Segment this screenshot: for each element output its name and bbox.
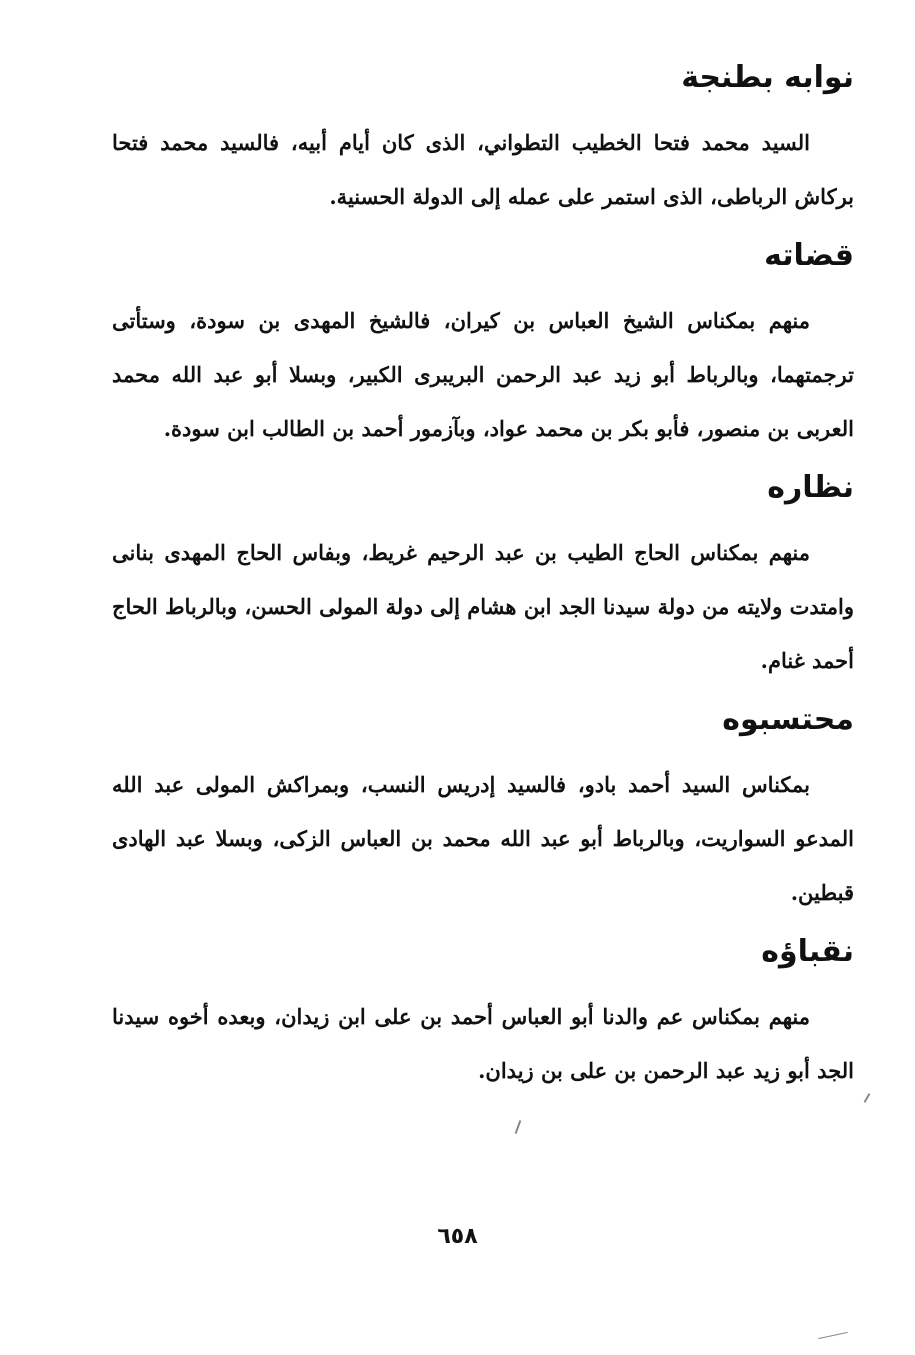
page-content (112, 52, 854, 1104)
section-heading: قضاته (764, 238, 854, 273)
scan-speck (515, 1120, 522, 1134)
page-number: ٦٥٨ (437, 1224, 478, 1249)
section-overseers (112, 462, 854, 688)
section-paragraph: منهم بمكناس عم والدنا أبو العباس أحمد بن على ابن زيدان، وبعده أخوه سيدنا الجد أبو زيد عبد الرحمن بن على بن زيدان. (112, 1004, 854, 1083)
scan-speck (818, 1332, 848, 1339)
section-deputies-tangier (112, 52, 854, 224)
section-heading: نظاره (767, 470, 854, 505)
section-heading: نقباؤه (761, 934, 854, 969)
section-judges (112, 230, 854, 456)
section-paragraph: منهم بمكناس الشيخ العباس بن كيران، فالشيخ المهدى بن سودة، وستأتى ترجمتهما، وبالرباط أبو زيد عبد الرحمن البريبرى الكبير، وبسلا أبو عبد الله محمد العربى بن منصور، فأبو بكر بن محمد عواد، وبآزمور أحمد بن الطالب ابن سودة. (112, 308, 854, 441)
section-heading: محتسبوه (722, 702, 854, 737)
section-chiefs (112, 926, 854, 1098)
section-paragraph: السيد محمد فتحا الخطيب التطواني، الذى كان أيام أبيه، فالسيد محمد فتحا بركاش الرباطى، الذى استمر على عمله إلى الدولة الحسنية. (112, 130, 854, 209)
scan-speck (864, 1093, 871, 1103)
section-heading: نوابه بطنجة (681, 60, 854, 95)
section-paragraph: منهم بمكناس الحاج الطيب بن عبد الرحيم غريط، وبفاس الحاج المهدى بنانى وامتدت ولايته من دولة سيدنا الجد ابن هشام إلى دولة المولى الحسن، وبالرباط الحاج أحمد غنام. (112, 540, 854, 673)
section-market-inspectors (112, 694, 854, 920)
section-paragraph: بمكناس السيد أحمد بادو، فالسيد إدريس النسب، وبمراكش المولى عبد الله المدعو السواريت، وبالرباط أبو عبد الله محمد بن العباس الزكى، وبسلا عبد الهادى قبطين. (112, 772, 854, 905)
